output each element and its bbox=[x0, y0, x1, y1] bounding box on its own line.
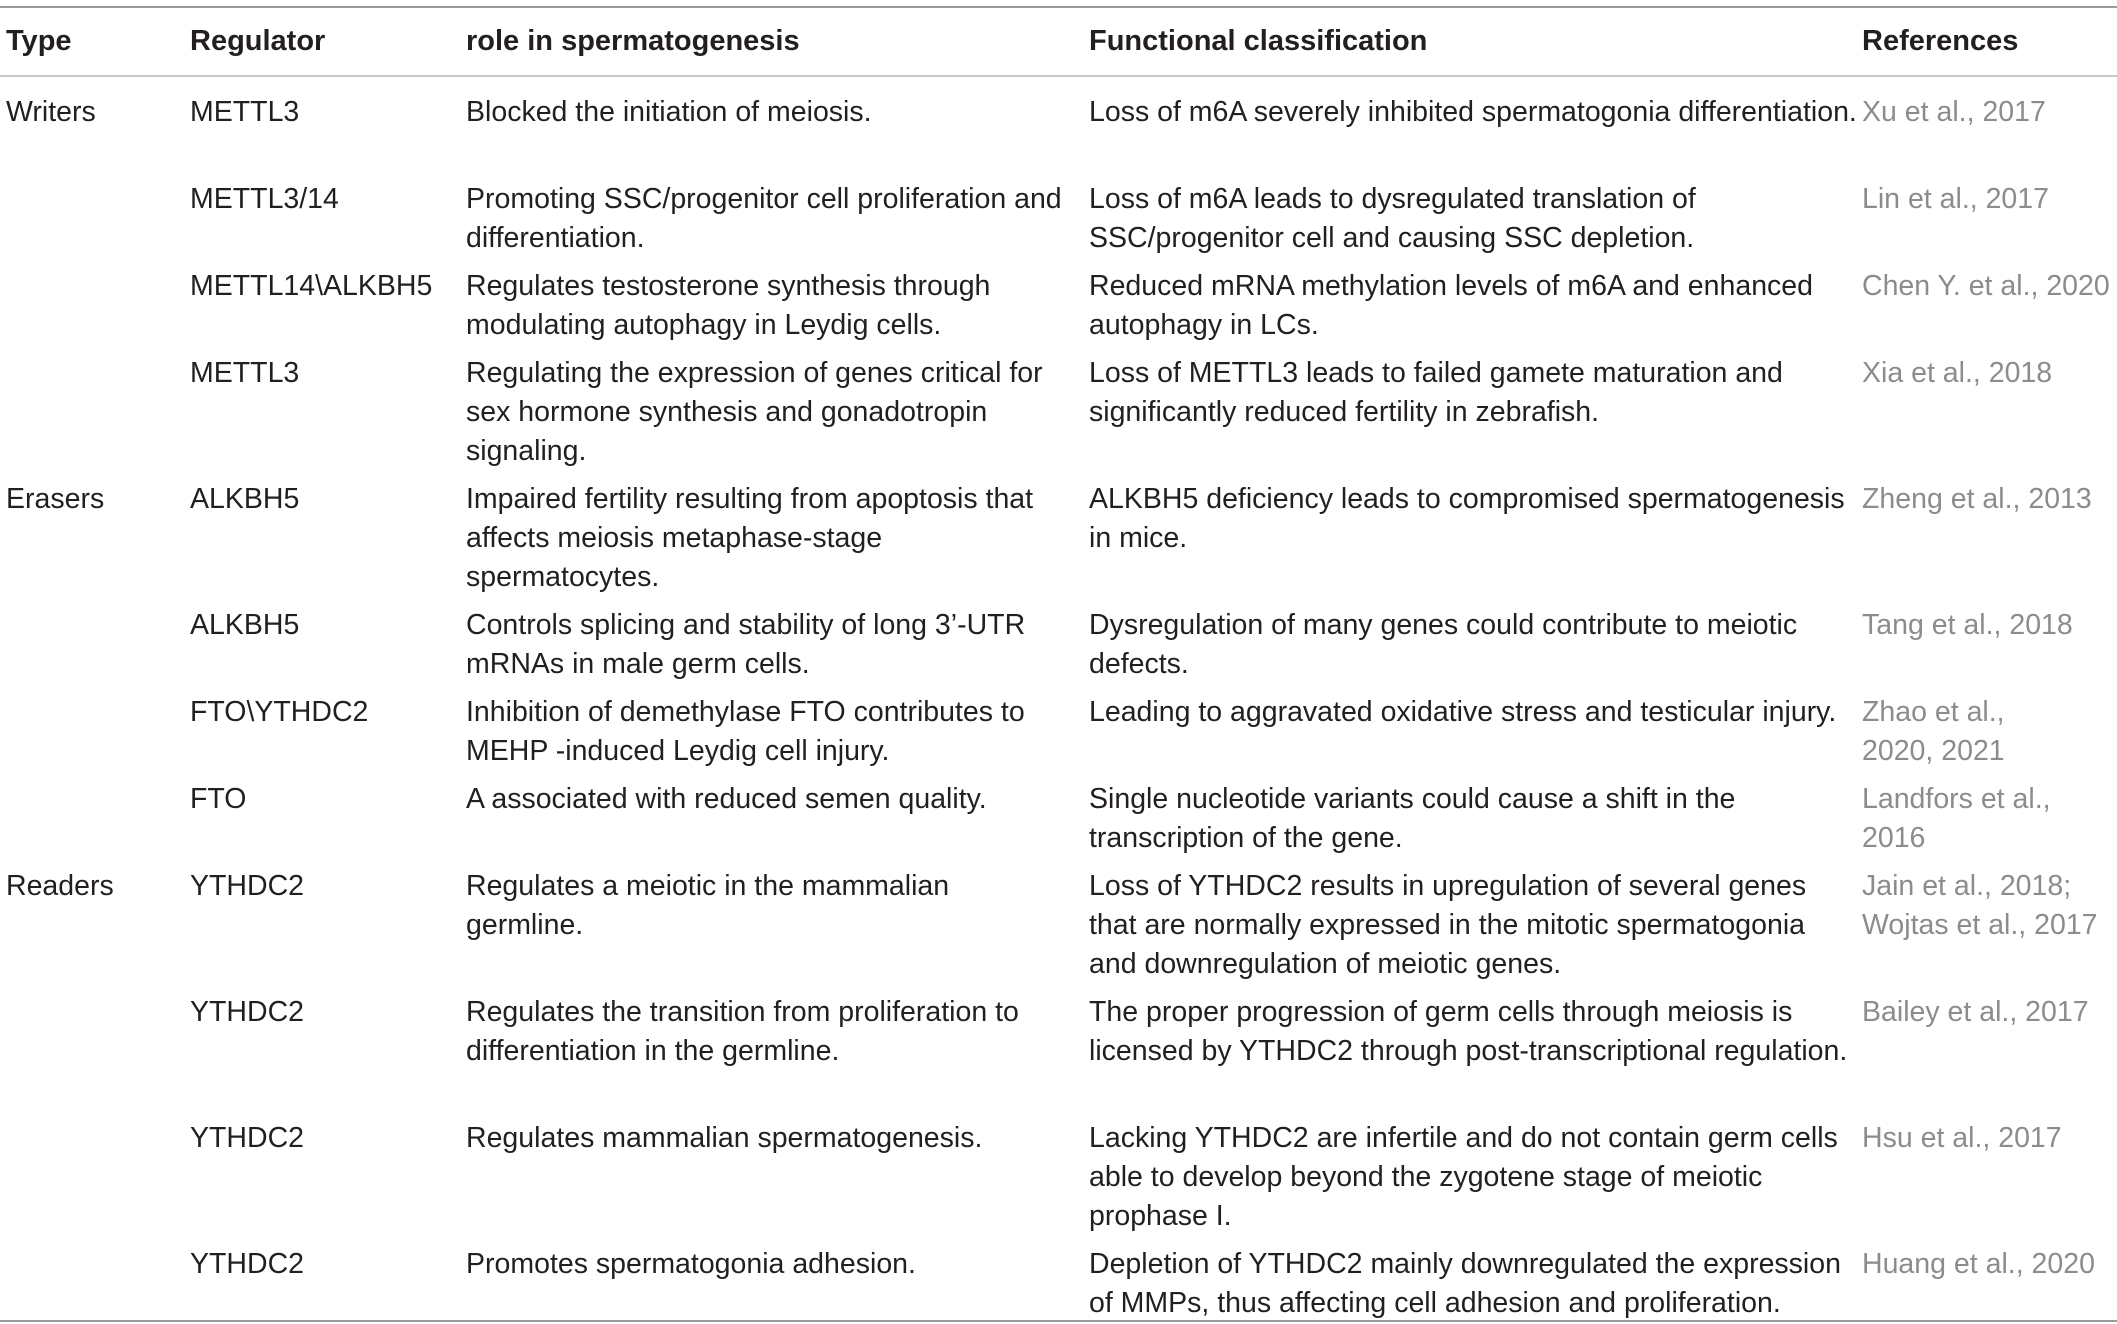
cell-type: Erasers bbox=[6, 483, 105, 515]
cell-role: Inhibition of demethylase FTO contributes to MEHP -induced Leydig cell injury. bbox=[466, 696, 1025, 767]
header-type: Type bbox=[6, 25, 72, 57]
header-functional-classification: Functional classification bbox=[1089, 25, 1428, 57]
cell-reference-link[interactable]: Xu et al., 2017 bbox=[1862, 96, 2046, 128]
cell-role: Blocked the initiation of meiosis. bbox=[466, 96, 872, 128]
cell-functional-classification: Lacking YTHDC2 are infertile and do not contain germ cells able to develop beyond the zygotene stage of meiotic prophase I. bbox=[1089, 1122, 1838, 1232]
cell-reference-link[interactable]: Hsu et al., 2017 bbox=[1862, 1122, 2062, 1154]
cell-regulator: METTL3/14 bbox=[190, 183, 339, 215]
cell-role: A associated with reduced semen quality. bbox=[466, 783, 987, 815]
cell-functional-classification: ALKBH5 deficiency leads to compromised spermatogenesis in mice. bbox=[1089, 483, 1845, 554]
cell-functional-classification: Depletion of YTHDC2 mainly downregulated the expression of MMPs, thus affecting cell adhesion and proliferation. bbox=[1089, 1248, 1841, 1319]
cell-role: Regulates testosterone synthesis through modulating autophagy in Leydig cells. bbox=[466, 270, 991, 341]
cell-regulator: YTHDC2 bbox=[190, 870, 305, 902]
cell-regulator: YTHDC2 bbox=[190, 996, 305, 1028]
cell-reference-link[interactable]: Tang et al., 2018 bbox=[1862, 609, 2073, 641]
cell-reference-link[interactable]: Chen Y. et al., 2020 bbox=[1862, 270, 2110, 302]
cell-role: Controls splicing and stability of long 3’-UTR mRNAs in male germ cells. bbox=[466, 609, 1026, 680]
cell-functional-classification: The proper progression of germ cells through meiosis is licensed by YTHDC2 through post-transcriptional regulation. bbox=[1089, 996, 1848, 1067]
cell-functional-classification: Loss of METTL3 leads to failed gamete maturation and significantly reduced fertility in zebrafish. bbox=[1089, 357, 1783, 428]
cell-functional-classification: Loss of m6A severely inhibited spermatogonia differentiation. bbox=[1089, 96, 1857, 128]
cell-regulator: METTL3 bbox=[190, 96, 300, 128]
cell-regulator: YTHDC2 bbox=[190, 1122, 305, 1154]
cell-reference-link[interactable]: Zhao et al., 2020, 2021 bbox=[1862, 696, 2005, 767]
header-regulator: Regulator bbox=[190, 25, 326, 57]
cell-reference-link[interactable]: Jain et al., 2018; Wojtas et al., 2017 bbox=[1862, 870, 2098, 941]
cell-functional-classification: Loss of YTHDC2 results in upregulation of several genes that are normally expressed in the mitotic spermatogonia and downregulation of meiotic genes. bbox=[1089, 870, 1807, 980]
cell-regulator: METTL3 bbox=[190, 357, 300, 389]
cell-functional-classification: Leading to aggravated oxidative stress and testicular injury. bbox=[1089, 696, 1837, 728]
cell-regulator: YTHDC2 bbox=[190, 1248, 305, 1280]
cell-role: Regulating the expression of genes critical for sex hormone synthesis and gonadotropin signaling. bbox=[466, 357, 1043, 467]
cell-role: Regulates a meiotic in the mammalian germline. bbox=[466, 870, 950, 941]
cell-regulator: METTL14\ALKBH5 bbox=[190, 270, 433, 302]
header-references: References bbox=[1862, 25, 2019, 57]
cell-reference-link[interactable]: Landfors et al., 2016 bbox=[1862, 783, 2051, 854]
cell-regulator: FTO\YTHDC2 bbox=[190, 696, 369, 728]
cell-functional-classification: Dysregulation of many genes could contribute to meiotic defects. bbox=[1089, 609, 1798, 680]
cell-reference-link[interactable]: Xia et al., 2018 bbox=[1862, 357, 2053, 389]
cell-role: Regulates mammalian spermatogenesis. bbox=[466, 1122, 983, 1154]
cell-regulator: FTO bbox=[190, 783, 247, 815]
table-bottom-rule bbox=[0, 1320, 2117, 1322]
cell-regulator: ALKBH5 bbox=[190, 483, 300, 515]
header-role: role in spermatogenesis bbox=[466, 25, 800, 57]
header-rule bbox=[0, 75, 2117, 77]
cell-functional-classification: Reduced mRNA methylation levels of m6A and enhanced autophagy in LCs. bbox=[1089, 270, 1814, 341]
table-header bbox=[0, 0, 2117, 78]
cell-role: Impaired fertility resulting from apoptosis that affects meiosis metaphase-stage spermatocytes. bbox=[466, 483, 1034, 593]
cell-reference-link[interactable]: Zheng et al., 2013 bbox=[1862, 483, 2092, 515]
cell-type: Readers bbox=[6, 870, 114, 902]
cell-type: Writers bbox=[6, 96, 96, 128]
cell-role: Regulates the transition from proliferation to differentiation in the germline. bbox=[466, 996, 1019, 1067]
cell-regulator: ALKBH5 bbox=[190, 609, 300, 641]
cell-functional-classification: Loss of m6A leads to dysregulated translation of SSC/progenitor cell and causing SSC depletion. bbox=[1089, 183, 1696, 254]
cell-reference-link[interactable]: Lin et al., 2017 bbox=[1862, 183, 2049, 215]
cell-role: Promotes spermatogonia adhesion. bbox=[466, 1248, 916, 1280]
cell-role: Promoting SSC/progenitor cell proliferation and differentiation. bbox=[466, 183, 1062, 254]
cell-reference-link[interactable]: Huang et al., 2020 bbox=[1862, 1248, 2095, 1280]
cell-reference-link[interactable]: Bailey et al., 2017 bbox=[1862, 996, 2089, 1028]
cell-functional-classification: Single nucleotide variants could cause a shift in the transcription of the gene. bbox=[1089, 783, 1736, 854]
